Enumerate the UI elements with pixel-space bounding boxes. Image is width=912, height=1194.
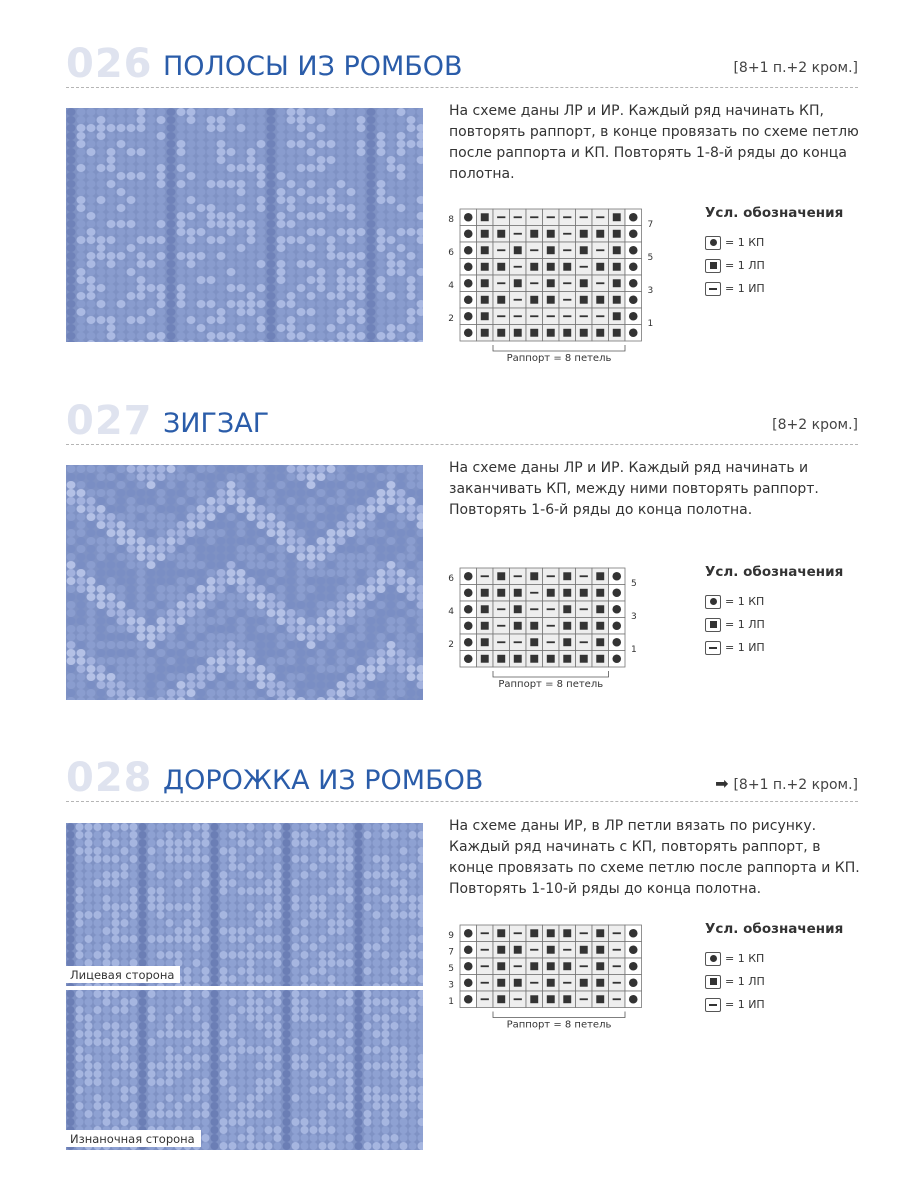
chart-grid [444,923,652,1030]
knit-stitch-square [613,263,621,271]
purl-stitch-dash [563,216,571,218]
legend-label: = 1 КП [725,595,765,608]
knit-stitch-square [530,572,538,580]
knit-stitch-square [596,230,604,238]
purl-stitch-dash [514,641,522,643]
knit-stitch-square [547,329,555,337]
legend-label: = 1 ИП [725,998,765,1011]
knit-stitch-square [481,638,489,646]
edge-stitch-dot [464,978,473,987]
knit-stitch-square [514,246,522,254]
dash-symbol-icon [705,998,721,1012]
knit-stitch-square [547,995,555,1003]
purl-stitch-dash [530,282,538,284]
knit-stitch-square [481,213,489,221]
knit-stitch-square [481,655,489,663]
purl-stitch-dash [481,949,489,951]
knit-stitch-square [563,605,571,613]
purl-stitch-dash [580,965,588,967]
edge-stitch-dot [629,929,638,938]
knit-stitch-square [613,329,621,337]
edge-stitch-dot [629,295,638,304]
row-number-label: 7 [448,947,454,958]
purl-stitch-dash [497,249,505,251]
repeat-bracket [493,345,625,351]
edge-stitch-dot [464,312,473,321]
size-label: [8+1 п.+2 кром.] [733,777,858,793]
dashed-divider [66,87,858,88]
photo-caption: Изнаночная сторона [66,1130,201,1147]
edge-stitch-dot [612,605,621,614]
purl-stitch-dash [580,998,588,1000]
edge-stitch-dot [464,588,473,597]
knit-stitch-square [613,213,621,221]
purl-stitch-dash [514,216,522,218]
knit-stitch-square [580,622,588,630]
knit-stitch-square [497,995,505,1003]
knit-stitch-square [497,589,505,597]
knit-stitch-square [563,589,571,597]
repeat-label: Раппорт = 8 петель [506,1019,612,1030]
purl-stitch-dash [530,249,538,251]
purl-stitch-dash [514,575,522,577]
edge-stitch-dot [464,929,473,938]
dash-symbol-icon [705,641,721,655]
knit-stitch-square [547,946,555,954]
dashed-divider [66,801,858,802]
edge-stitch-dot [464,328,473,337]
row-number-label: 1 [448,996,454,1007]
edge-stitch-dot [464,229,473,238]
purl-stitch-dash [596,282,604,284]
purl-stitch-dash [580,575,588,577]
arrow-right-icon: ➡ [715,774,729,793]
knit-photo [66,108,423,342]
square-symbol-icon [705,259,721,273]
row-number-label: 2 [448,639,454,650]
row-number-label: 3 [647,286,654,297]
edge-stitch-dot [612,621,621,630]
edge-stitch-dot [464,246,473,255]
description: На схеме даны ИР, в ЛР петли вязать по рисунку. Каждый ряд начинать с КП, повторять раппорт, в конце провязать по схеме петлю после раппорта и КП. Повторять 1-10-й ряды до конца полотна. [449,818,860,897]
purl-stitch-dash [596,249,604,251]
knit-stitch-square [514,622,522,630]
knit-stitch-square [547,979,555,987]
edge-stitch-dot [464,572,473,581]
knit-stitch-square [514,655,522,663]
purl-stitch-dash [497,282,505,284]
knit-stitch-square [497,929,505,937]
row-number-label: 5 [631,579,637,590]
edge-stitch-dot [629,995,638,1004]
legend-item [705,231,843,254]
knit-stitch-square [580,655,588,663]
purl-stitch-dash [580,216,588,218]
edge-stitch-dot [612,572,621,581]
section-title: ДОРОЖКА ИЗ РОМБОВ [163,765,484,796]
edge-stitch-dot [464,605,473,614]
knit-stitch-square [547,279,555,287]
legend-label: = 1 ЛП [725,975,765,988]
knit-stitch-square [481,230,489,238]
legend-label: = 1 КП [725,236,765,249]
knit-stitch-square [613,296,621,304]
knit-stitch-square [547,962,555,970]
purl-stitch-dash [514,233,522,235]
purl-stitch-dash [497,216,505,218]
edge-stitch-dot [464,962,473,971]
knit-stitch-square [580,279,588,287]
knit-stitch-square [481,279,489,287]
knit-stitch-square [580,979,588,987]
purl-stitch-dash [497,641,505,643]
edge-stitch-dot [464,654,473,663]
knit-stitch-square [547,296,555,304]
knit-stitch-square [481,329,489,337]
knit-stitch-square [563,655,571,663]
knit-photo [66,465,423,700]
purl-stitch-dash [481,932,489,934]
edge-stitch-dot [464,621,473,630]
purl-stitch-dash [580,266,588,268]
legend-label: = 1 ЛП [725,618,765,631]
knit-photo-back [66,990,423,1150]
legend-item [705,613,843,636]
legend-label: = 1 ИП [725,641,765,654]
purl-stitch-dash [481,965,489,967]
section-number: 028 [66,755,153,801]
edge-stitch-dot [629,328,638,337]
row-number-label: 9 [448,930,454,941]
purl-stitch-dash [596,315,604,317]
purl-stitch-dash [563,299,571,301]
knit-stitch-square [563,622,571,630]
legend-title: Усл. обозначения [705,921,844,937]
purl-stitch-dash [613,982,621,984]
knit-stitch-square [596,655,604,663]
row-number-label: 6 [448,247,454,258]
knit-stitch-square [596,329,604,337]
legend [705,921,843,1016]
purl-stitch-dash [563,315,571,317]
purl-stitch-dash [580,608,588,610]
legend-label: = 1 ИП [725,282,765,295]
section-number: 026 [66,41,153,87]
row-number-label: 4 [448,280,454,291]
purl-stitch-dash [530,982,538,984]
purl-stitch-dash [530,592,538,594]
knitting-chart [444,207,666,367]
knit-stitch-square [481,622,489,630]
chart-grid [444,566,649,689]
dot-symbol-icon [705,236,721,250]
knit-stitch-square [481,312,489,320]
knit-stitch-square [563,929,571,937]
section-title: ПОЛОСЫ ИЗ РОМБОВ [163,51,463,82]
knit-stitch-square [497,572,505,580]
edge-stitch-dot [464,995,473,1004]
knit-stitch-square [596,296,604,304]
knit-stitch-square [580,946,588,954]
knit-stitch-square [563,995,571,1003]
knit-photo-front [66,823,423,986]
knit-stitch-square [547,929,555,937]
knit-stitch-square [497,655,505,663]
edge-stitch-dot [629,312,638,321]
purl-stitch-dash [613,965,621,967]
knit-stitch-square [596,979,604,987]
edge-stitch-dot [629,978,638,987]
purl-stitch-dash [580,315,588,317]
knit-stitch-square [547,263,555,271]
edge-stitch-dot [612,638,621,647]
knit-stitch-square [580,296,588,304]
purl-stitch-dash [514,299,522,301]
edge-stitch-dot [629,962,638,971]
knit-stitch-square [613,246,621,254]
section-size [715,774,858,793]
purl-stitch-dash [497,608,505,610]
description: На схеме даны ЛР и ИР. Каждый ряд начинать КП, повторять раппорт, в конце провязать по схеме петлю после раппорта и КП. Повторять 1-8-й ряды до конца полотна. [449,103,859,182]
legend-label: = 1 ЛП [725,259,765,272]
knit-stitch-square [563,329,571,337]
knit-stitch-square [497,296,505,304]
purl-stitch-dash [547,625,555,627]
dot-symbol-icon [705,952,721,966]
knit-stitch-square [596,622,604,630]
knit-stitch-square [596,605,604,613]
row-number-label: 8 [448,214,454,225]
knit-stitch-square [481,296,489,304]
repeat-label: Раппорт = 8 петель [498,679,604,689]
edge-stitch-dot [464,213,473,222]
purl-stitch-dash [514,965,522,967]
purl-stitch-dash [481,575,489,577]
knit-stitch-square [596,962,604,970]
purl-stitch-dash [497,315,505,317]
knit-stitch-square [596,263,604,271]
knit-stitch-square [596,995,604,1003]
legend [705,564,843,659]
purl-stitch-dash [514,266,522,268]
size-label: [8+1 п.+2 кром.] [733,60,858,76]
legend-item [705,254,843,277]
purl-stitch-dash [530,315,538,317]
purl-stitch-dash [563,233,571,235]
row-number-label: 1 [647,319,654,330]
knit-stitch-square [514,979,522,987]
purl-stitch-dash [547,608,555,610]
square-symbol-icon [705,618,721,632]
knit-stitch-square [497,329,505,337]
purl-stitch-dash [530,608,538,610]
edge-stitch-dot [629,279,638,288]
knit-stitch-square [547,246,555,254]
purl-stitch-dash [563,982,571,984]
edge-stitch-dot [612,654,621,663]
knit-stitch-square [613,312,621,320]
purl-stitch-dash [580,932,588,934]
legend-item [705,970,843,993]
knitting-chart [444,566,649,693]
knit-stitch-square [596,929,604,937]
legend-item [705,277,843,300]
knit-stitch-square [563,638,571,646]
knit-stitch-square [514,946,522,954]
legend-title: Усл. обозначения [705,564,844,580]
knit-stitch-square [481,605,489,613]
photo-caption: Лицевая сторона [66,966,180,983]
knit-stitch-square [613,230,621,238]
knit-stitch-square [530,995,538,1003]
knit-stitch-square [530,329,538,337]
row-number-label: 2 [448,313,454,324]
edge-stitch-dot [464,945,473,954]
knit-stitch-square [596,946,604,954]
knit-stitch-square [497,230,505,238]
knit-stitch-square [530,638,538,646]
purl-stitch-dash [530,949,538,951]
edge-stitch-dot [612,588,621,597]
knit-stitch-square [580,246,588,254]
purl-stitch-dash [547,575,555,577]
knit-stitch-square [563,263,571,271]
edge-stitch-dot [464,638,473,647]
edge-stitch-dot [464,262,473,271]
purl-stitch-dash [563,249,571,251]
knit-stitch-square [580,329,588,337]
knit-stitch-square [596,589,604,597]
purl-stitch-dash [613,932,621,934]
knit-stitch-square [613,279,621,287]
purl-stitch-dash [547,216,555,218]
purl-stitch-dash [481,998,489,1000]
purl-stitch-dash [580,641,588,643]
edge-stitch-dot [629,229,638,238]
knit-stitch-square [547,655,555,663]
knit-stitch-square [547,589,555,597]
legend [705,205,843,300]
legend-item [705,947,843,970]
row-number-label: 7 [647,220,654,231]
row-number-label: 4 [448,606,454,617]
knit-stitch-square [514,605,522,613]
purl-stitch-dash [497,625,505,627]
knit-stitch-square [547,230,555,238]
section-size [772,417,858,433]
purl-stitch-dash [514,315,522,317]
repeat-bracket [493,671,609,677]
knit-stitch-square [530,230,538,238]
purl-stitch-dash [613,998,621,1000]
row-number-label: 1 [631,645,637,656]
knit-stitch-square [497,979,505,987]
knit-stitch-square [497,263,505,271]
purl-stitch-dash [530,216,538,218]
dot-symbol-icon [705,595,721,609]
knit-stitch-square [497,962,505,970]
row-number-label: 6 [448,573,454,584]
edge-stitch-dot [464,279,473,288]
section-number: 027 [66,398,153,444]
knit-stitch-square [514,329,522,337]
section-size [733,60,858,76]
edge-stitch-dot [629,945,638,954]
knit-stitch-square [481,246,489,254]
legend-item [705,993,843,1016]
edge-stitch-dot [464,295,473,304]
knit-stitch-square [530,655,538,663]
purl-stitch-dash [514,932,522,934]
knit-stitch-square [530,622,538,630]
purl-stitch-dash [547,641,555,643]
edge-stitch-dot [629,213,638,222]
legend-item [705,590,843,613]
row-number-label: 3 [631,612,637,623]
section-title: ЗИГЗАГ [163,408,270,439]
knit-stitch-square [530,263,538,271]
square-symbol-icon [705,975,721,989]
purl-stitch-dash [481,982,489,984]
knit-stitch-square [580,589,588,597]
knit-stitch-square [530,929,538,937]
knitting-chart [444,923,652,1034]
purl-stitch-dash [596,216,604,218]
dashed-divider [66,444,858,445]
knit-stitch-square [514,279,522,287]
chart-grid [444,207,666,363]
size-label: [8+2 кром.] [772,417,858,433]
knit-stitch-square [580,230,588,238]
edge-stitch-dot [629,246,638,255]
knit-stitch-square [481,589,489,597]
row-number-label: 5 [647,253,654,264]
knit-stitch-square [481,263,489,271]
knit-stitch-square [530,296,538,304]
dash-symbol-icon [705,282,721,296]
knit-stitch-square [514,589,522,597]
purl-stitch-dash [547,315,555,317]
description: На схеме даны ЛР и ИР. Каждый ряд начинать и заканчивать КП, между ними повторять раппорт. Повторять 1-6-й ряды до конца полотна. [449,460,819,518]
knit-stitch-square [497,946,505,954]
purl-stitch-dash [563,282,571,284]
edge-stitch-dot [629,262,638,271]
purl-stitch-dash [563,949,571,951]
knit-stitch-square [563,962,571,970]
row-number-label: 3 [448,980,454,991]
knit-stitch-square [563,572,571,580]
repeat-bracket [493,1012,625,1018]
legend-label: = 1 КП [725,952,765,965]
legend-item [705,636,843,659]
knit-stitch-square [530,962,538,970]
row-number-label: 5 [448,963,454,974]
purl-stitch-dash [613,949,621,951]
repeat-label: Раппорт = 8 петель [506,353,612,363]
purl-stitch-dash [514,998,522,1000]
knit-stitch-square [596,638,604,646]
knit-stitch-square [596,572,604,580]
legend-title: Усл. обозначения [705,205,844,221]
